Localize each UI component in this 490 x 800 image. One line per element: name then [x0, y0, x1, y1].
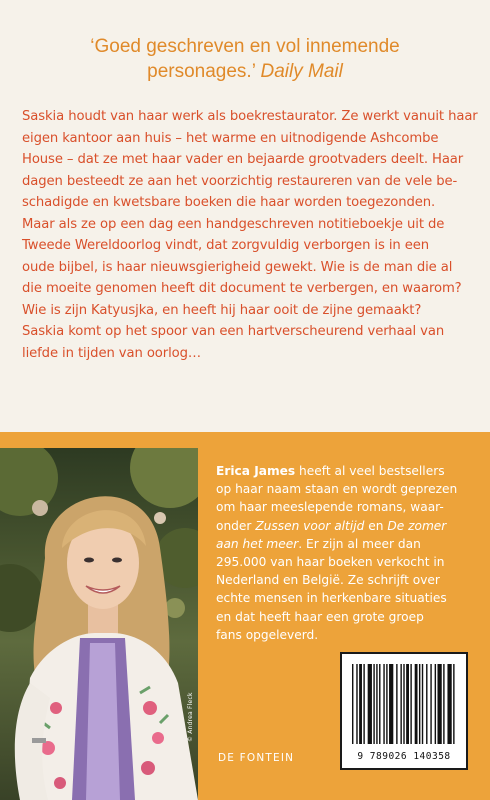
bio-line: echte mensen in herkenbare situaties: [216, 591, 447, 606]
barcode-bar: [437, 664, 441, 744]
barcode-bar: [389, 664, 393, 744]
book-blurb: [22, 106, 478, 364]
barcode-bar: [410, 664, 411, 744]
barcode-bar: [396, 664, 397, 744]
author-name: Erica James: [216, 464, 296, 478]
photo-credit: © Andrea Fleck: [187, 692, 194, 742]
blurb-line: Wie is zijn Katyusjka, en heeft hij haar ooit de zijne gemaakt?: [22, 302, 422, 318]
barcode-bar: [443, 664, 444, 744]
bio-line: 295.000 van haar boeken verkocht in: [216, 555, 445, 570]
blurb-line: dagen besteedt ze aan het voorzichtig restaureren van de vele be-: [22, 173, 458, 189]
bio-line: [216, 517, 478, 535]
bio-text: onder: [216, 518, 256, 533]
bio-line: en dat heeft haar een grote groep: [216, 609, 424, 624]
quote-line-1: ‘Goed geschreven en vol innemende: [90, 36, 400, 57]
barcode-bar: [376, 664, 377, 744]
barcode-bar: [406, 664, 409, 744]
blurb-line: Tweede Wereldoorlog vindt, dat zorgvuldig verborgen is in een: [22, 238, 430, 253]
barcode-bar: [415, 664, 418, 744]
author-bio: [216, 462, 478, 644]
barcode-bar: [435, 664, 436, 744]
blurb-line: Saskia komt op het spoor van een hartverscheurend verhaal van: [22, 324, 445, 339]
barcode-bar: [453, 664, 454, 744]
blurb-line: schadigde en kwetsbare boeken die haar worden toegezonden.: [22, 195, 436, 210]
bio-line: om haar meeslepende romans, waar-: [216, 500, 444, 515]
book-title: De zomer: [387, 518, 447, 533]
bio-text: . Er zijn al meer dan: [298, 536, 421, 551]
book-title: Zussen voor altijd: [255, 518, 365, 533]
barcode-bar: [379, 664, 380, 744]
press-quote: [20, 34, 470, 84]
quote-line-2: [20, 59, 470, 84]
isbn-barcode: [340, 652, 468, 770]
barcode-bar: [426, 664, 427, 744]
barcode-bar: [403, 664, 404, 744]
barcode-bar: [422, 664, 423, 744]
barcode-bar: [352, 664, 353, 744]
barcode-bar: [400, 664, 401, 744]
blurb-line: liefde in tijden van oorlog…: [22, 345, 201, 361]
book-title: aan het meer: [216, 536, 299, 551]
bio-text: en: [364, 518, 388, 533]
bio-line: Nederland en België. Ze schrijft over: [216, 573, 440, 588]
publisher-name: DE FONTEIN: [218, 752, 295, 764]
barcode-bar: [419, 664, 420, 744]
bio-line: op haar naam staan en wordt geprezen: [216, 482, 458, 497]
barcode-bar: [386, 664, 387, 744]
author-portrait-illustration: [0, 448, 198, 800]
bio-line: fans opgeleverd.: [216, 627, 319, 642]
blurb-line: die moeite genomen heeft dit document te verbergen, en waarom?: [22, 281, 462, 296]
blurb-line: eigen kantoor aan huis – het warme en uitnodigende Ashcombe: [22, 130, 439, 146]
author-photo: [0, 448, 198, 800]
barcode-bar: [430, 664, 431, 744]
isbn-number: 9 789026 140358: [357, 751, 451, 762]
barcode-bar: [356, 664, 357, 744]
barcode-bar: [363, 664, 364, 744]
barcode-bar: [359, 664, 362, 744]
quote-line-2-text: personages.’: [147, 61, 261, 82]
barcode-bar: [447, 664, 451, 744]
barcode-bar: [368, 664, 372, 744]
blurb-line: Maar als ze op een dag een handgeschreven notitieboekje uit de: [22, 216, 445, 232]
barcode-bar: [383, 664, 384, 744]
quote-source: Daily Mail: [260, 61, 343, 82]
blurb-line: Saskia houdt van haar werk als boekrestaurator. Ze werkt vanuit haar: [22, 109, 478, 124]
bio-line: [216, 462, 478, 480]
blurb-line: House – dat ze met haar vader en bejaarde grootvaders deelt. Haar: [22, 152, 464, 167]
bio-text: heeft al veel bestsellers: [295, 464, 445, 478]
blurb-line: oude bijbel, is haar nieuwsgierigheid gewekt. Wie is de man die al: [22, 259, 453, 275]
bio-line: [216, 535, 478, 553]
barcode-bars: [352, 664, 456, 744]
barcode-bar: [373, 664, 374, 744]
